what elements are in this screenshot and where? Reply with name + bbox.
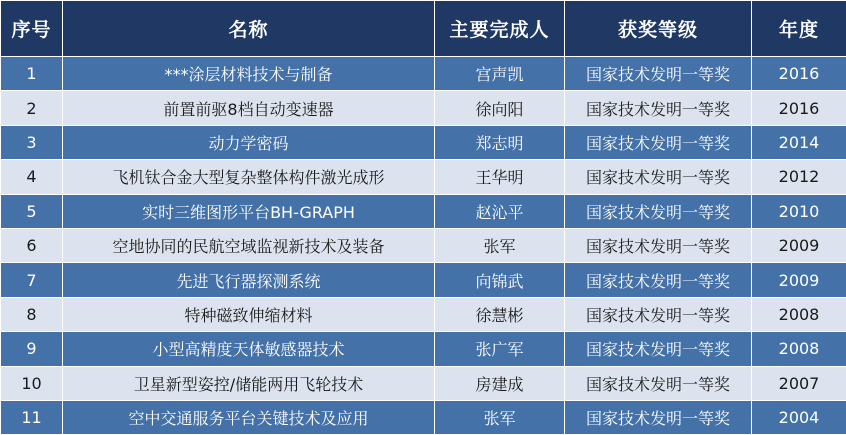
- cell-person: 房建成: [435, 366, 565, 400]
- cell-no: 10: [1, 366, 63, 400]
- cell-no: 2: [1, 91, 63, 125]
- cell-name: 空中交通服务平台关键技术及应用: [63, 400, 435, 434]
- cell-name: 小型高精度天体敏感器技术: [63, 332, 435, 366]
- table-row: [1, 91, 846, 125]
- cell-no: 3: [1, 125, 63, 159]
- cell-person: 张军: [435, 228, 565, 262]
- table-row: [1, 57, 846, 91]
- column-header-person: 主要完成人: [435, 1, 565, 57]
- table-header: [1, 1, 846, 57]
- cell-level: 国家技术发明一等奖: [565, 332, 752, 366]
- cell-no: 1: [1, 57, 63, 91]
- cell-no: 7: [1, 263, 63, 297]
- cell-name: ***涂层材料技术与制备: [63, 57, 435, 91]
- cell-level: 国家技术发明一等奖: [565, 297, 752, 331]
- cell-year: 2010: [752, 194, 846, 228]
- table-row: [1, 332, 846, 366]
- cell-name: 实时三维图形平台BH-GRAPH: [63, 194, 435, 228]
- cell-no: 11: [1, 400, 63, 434]
- table-row: [1, 263, 846, 297]
- cell-no: 9: [1, 332, 63, 366]
- column-header-year: 年度: [752, 1, 846, 57]
- cell-year: 2007: [752, 366, 846, 400]
- cell-person: 张军: [435, 400, 565, 434]
- cell-name: 动力学密码: [63, 125, 435, 159]
- table-row: [1, 297, 846, 331]
- cell-no: 4: [1, 160, 63, 194]
- cell-year: 2016: [752, 57, 846, 91]
- cell-person: 王华明: [435, 160, 565, 194]
- cell-level: 国家技术发明一等奖: [565, 366, 752, 400]
- cell-year: 2008: [752, 297, 846, 331]
- column-header-name: 名称: [63, 1, 435, 57]
- cell-year: 2009: [752, 263, 846, 297]
- cell-no: 6: [1, 228, 63, 262]
- cell-year: 2012: [752, 160, 846, 194]
- cell-level: 国家技术发明一等奖: [565, 400, 752, 434]
- cell-level: 国家技术发明一等奖: [565, 57, 752, 91]
- cell-person: 张广军: [435, 332, 565, 366]
- column-header-no: 序号: [1, 1, 63, 57]
- cell-no: 5: [1, 194, 63, 228]
- cell-level: 国家技术发明一等奖: [565, 125, 752, 159]
- table-row: [1, 366, 846, 400]
- table-row: [1, 125, 846, 159]
- cell-level: 国家技术发明一等奖: [565, 228, 752, 262]
- cell-year: 2014: [752, 125, 846, 159]
- cell-level: 国家技术发明一等奖: [565, 194, 752, 228]
- cell-year: 2016: [752, 91, 846, 125]
- cell-person: 徐慧彬: [435, 297, 565, 331]
- cell-name: 前置前驱8档自动变速器: [63, 91, 435, 125]
- table-row: [1, 228, 846, 262]
- cell-person: 赵沁平: [435, 194, 565, 228]
- cell-name: 先进飞行器探测系统: [63, 263, 435, 297]
- table-body: [1, 57, 846, 435]
- cell-level: 国家技术发明一等奖: [565, 91, 752, 125]
- cell-year: 2009: [752, 228, 846, 262]
- cell-year: 2008: [752, 332, 846, 366]
- table-row: [1, 400, 846, 434]
- cell-name: 空地协同的民航空域监视新技术及装备: [63, 228, 435, 262]
- cell-level: 国家技术发明一等奖: [565, 263, 752, 297]
- cell-year: 2004: [752, 400, 846, 434]
- cell-name: 特种磁致伸缩材料: [63, 297, 435, 331]
- table-row: [1, 194, 846, 228]
- cell-name: 飞机钛合金大型复杂整体构件激光成形: [63, 160, 435, 194]
- cell-level: 国家技术发明一等奖: [565, 160, 752, 194]
- cell-name: 卫星新型姿控/储能两用飞轮技术: [63, 366, 435, 400]
- header-row: [1, 1, 846, 57]
- cell-no: 8: [1, 297, 63, 331]
- cell-person: 向锦武: [435, 263, 565, 297]
- cell-person: 宫声凯: [435, 57, 565, 91]
- column-header-level: 获奖等级: [565, 1, 752, 57]
- cell-person: 郑志明: [435, 125, 565, 159]
- cell-person: 徐向阳: [435, 91, 565, 125]
- table-row: [1, 160, 846, 194]
